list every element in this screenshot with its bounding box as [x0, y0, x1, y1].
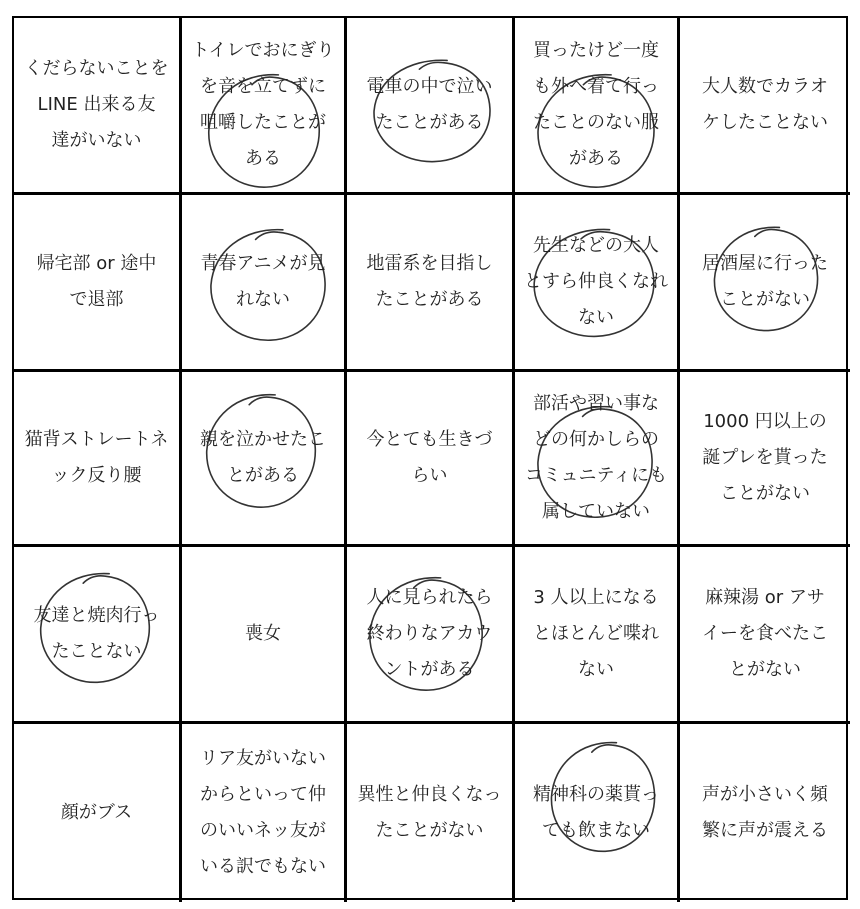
- bingo-grid: [12, 16, 848, 900]
- bingo-cell-text: 今とても生きづ らい: [366, 429, 493, 486]
- bingo-cell: [515, 724, 680, 902]
- bingo-cell: [680, 724, 850, 902]
- bingo-cell-text: 先生などの大人 とすら仲良くなれ ない: [524, 235, 668, 328]
- bingo-cell-text: 人に見られたら 終わりなアカウ ントがある: [366, 587, 493, 680]
- bingo-cell-text: 買ったけど一度 も外へ着て行っ たことのない服 がある: [533, 40, 659, 169]
- bingo-cell: [14, 547, 182, 724]
- bingo-cell: [14, 195, 182, 372]
- bingo-cell-text: 地雷系を目指し たことがある: [366, 253, 493, 310]
- bingo-cell-text: 親を泣かせたこ とがある: [200, 429, 326, 486]
- bingo-cell: [14, 724, 182, 902]
- bingo-cell-text: 声が小さいく頻 繁に声が震える: [702, 784, 828, 841]
- bingo-cell: [680, 372, 850, 547]
- bingo-cell-text: 居酒屋に行った ことがない: [702, 253, 828, 310]
- bingo-cell: [515, 372, 680, 547]
- bingo-cell-text: 部活や習い事な どの何かしらの コミュニティにも 属していない: [524, 393, 668, 522]
- bingo-cell-text: くだらないことを LINE 出来る友 達がいない: [24, 58, 169, 151]
- bingo-cell-text: リア友がいない からといって仲 のいいネッ友が いる訳でもない: [200, 748, 326, 877]
- bingo-cell: [347, 547, 515, 724]
- bingo-cell: [680, 18, 850, 195]
- bingo-cell-text: 1000 円以上の 誕プレを貰った ことがない: [702, 411, 828, 504]
- bingo-cell-text: 帰宅部 or 途中 で退部: [36, 253, 157, 310]
- bingo-cell-text: 顔がブス: [60, 802, 133, 823]
- bingo-cell: [515, 195, 680, 372]
- bingo-cell-text: 3 人以上になる とほとんど喋れ ない: [533, 587, 659, 680]
- bingo-cell: [182, 18, 347, 195]
- bingo-cell-text: 猫背ストレートネ ック反り腰: [24, 429, 169, 486]
- bingo-cell-text: 友達と焼肉行っ たことない: [33, 605, 160, 662]
- bingo-cell: [182, 724, 347, 902]
- bingo-cell: [347, 18, 515, 195]
- bingo-cell: [14, 372, 182, 547]
- bingo-cell: [182, 547, 347, 724]
- bingo-cell: [680, 195, 850, 372]
- bingo-cell-text: トイレでおにぎり を音を立てずに 咀嚼したことが ある: [191, 40, 335, 169]
- bingo-cell: [14, 18, 182, 195]
- bingo-cell: [515, 547, 680, 724]
- bingo-cell-text: 電車の中で泣い たことがある: [366, 76, 493, 133]
- bingo-cell: [347, 724, 515, 902]
- bingo-cell: [515, 18, 680, 195]
- bingo-cell-text: 喪女: [245, 623, 281, 644]
- bingo-cell-text: 麻辣湯 or アサ イーを食べたこ とがない: [702, 587, 828, 680]
- bingo-cell: [182, 372, 347, 547]
- bingo-cell: [347, 372, 515, 547]
- bingo-cell: [182, 195, 347, 372]
- bingo-cell: [347, 195, 515, 372]
- bingo-cell-text: 精神科の薬貰っ ても飲まない: [533, 784, 659, 841]
- bingo-cell-text: 青春アニメが見 れない: [200, 253, 326, 310]
- bingo-cell: [680, 547, 850, 724]
- bingo-cell-text: 大人数でカラオ ケしたことない: [702, 76, 828, 133]
- bingo-cell-text: 異性と仲良くなっ たことがない: [357, 784, 502, 841]
